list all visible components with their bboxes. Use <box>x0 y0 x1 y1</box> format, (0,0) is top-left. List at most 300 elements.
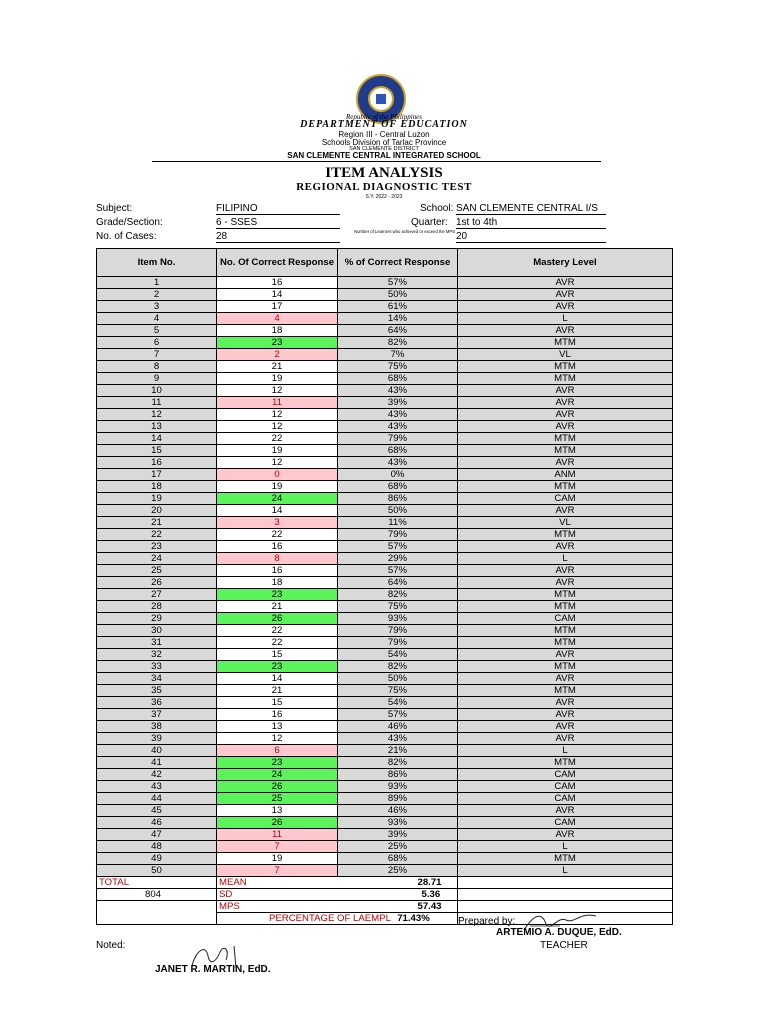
table-row <box>97 697 673 709</box>
mastery-level-cell: L <box>458 553 673 565</box>
correct-count-cell: 7 <box>217 865 338 877</box>
percent-cell: 21% <box>338 745 458 757</box>
percent-cell: 82% <box>338 661 458 673</box>
item-number-cell: 50 <box>97 865 217 877</box>
item-number-cell: 31 <box>97 637 217 649</box>
mps-achievers-label: Number of Learners who achieved or exceed the MPS <box>354 229 455 234</box>
item-number-cell: 1 <box>97 277 217 289</box>
table-row <box>97 301 673 313</box>
correct-count-cell: 12 <box>217 733 338 745</box>
table-row <box>97 613 673 625</box>
item-number-cell: 14 <box>97 433 217 445</box>
percent-cell: 64% <box>338 325 458 337</box>
percent-cell: 79% <box>338 625 458 637</box>
mastery-level-cell: CAM <box>458 781 673 793</box>
school-line: SAN CLEMENTE CENTRAL INTEGRATED SCHOOL <box>287 151 481 160</box>
table-row <box>97 685 673 697</box>
sd-label: SD <box>217 889 338 901</box>
table-row <box>97 649 673 661</box>
item-number-cell: 42 <box>97 769 217 781</box>
mastery-level-cell: AVR <box>458 541 673 553</box>
correct-count-cell: 15 <box>217 697 338 709</box>
mps-achievers-value: 20 <box>456 231 606 243</box>
item-number-cell: 19 <box>97 493 217 505</box>
percent-cell: 7% <box>338 349 458 361</box>
correct-count-cell: 21 <box>217 685 338 697</box>
percent-cell: 39% <box>338 397 458 409</box>
school-value: SAN CLEMENTE CENTRAL I/S <box>456 203 606 215</box>
percent-cell: 68% <box>338 481 458 493</box>
percent-cell: 68% <box>338 373 458 385</box>
table-row <box>97 853 673 865</box>
correct-count-cell: 22 <box>217 529 338 541</box>
mean-value: 28.71 <box>338 877 458 889</box>
percent-cell: 82% <box>338 757 458 769</box>
correct-count-cell: 23 <box>217 661 338 673</box>
mastery-level-cell: L <box>458 313 673 325</box>
item-number-cell: 43 <box>97 781 217 793</box>
item-number-cell: 23 <box>97 541 217 553</box>
mastery-level-cell: AVR <box>458 421 673 433</box>
percent-cell: 61% <box>338 301 458 313</box>
table-row <box>97 757 673 769</box>
summary-row-sd <box>97 889 673 901</box>
table-row <box>97 817 673 829</box>
percent-cell: 64% <box>338 577 458 589</box>
mps-label: MPS <box>217 901 338 913</box>
mastery-level-cell: CAM <box>458 613 673 625</box>
table-row <box>97 841 673 853</box>
percent-cell: 43% <box>338 385 458 397</box>
percent-cell: 75% <box>338 685 458 697</box>
prepared-title: TEACHER <box>540 940 588 951</box>
item-number-cell: 22 <box>97 529 217 541</box>
correct-count-cell: 17 <box>217 301 338 313</box>
percent-cell: 75% <box>338 601 458 613</box>
correct-count-cell: 11 <box>217 829 338 841</box>
mastery-level-cell: MTM <box>458 529 673 541</box>
correct-count-cell: 25 <box>217 793 338 805</box>
mastery-level-cell: AVR <box>458 277 673 289</box>
table-row <box>97 565 673 577</box>
item-number-cell: 27 <box>97 589 217 601</box>
header-percent: % of Correct Response <box>338 249 458 277</box>
correct-count-cell: 23 <box>217 337 338 349</box>
subject-value: FILIPINO <box>216 203 340 215</box>
item-number-cell: 7 <box>97 349 217 361</box>
correct-count-cell: 19 <box>217 853 338 865</box>
header-mastery: Mastery Level <box>458 249 673 277</box>
correct-count-cell: 4 <box>217 313 338 325</box>
correct-count-cell: 6 <box>217 745 338 757</box>
mastery-level-cell: AVR <box>458 577 673 589</box>
grade-value: 6 - SSES <box>216 217 340 229</box>
correct-count-cell: 12 <box>217 385 338 397</box>
mastery-level-cell: L <box>458 745 673 757</box>
item-number-cell: 4 <box>97 313 217 325</box>
percent-cell: 11% <box>338 517 458 529</box>
table-row <box>97 397 673 409</box>
summary-empty-2 <box>458 889 673 901</box>
table-row <box>97 445 673 457</box>
correct-count-cell: 15 <box>217 649 338 661</box>
mastery-level-cell: AVR <box>458 709 673 721</box>
table-body <box>97 277 673 877</box>
mastery-level-cell: AVR <box>458 673 673 685</box>
item-number-cell: 16 <box>97 457 217 469</box>
table-row <box>97 433 673 445</box>
percent-cell: 89% <box>338 793 458 805</box>
mastery-level-cell: ANM <box>458 469 673 481</box>
noted-label: Noted: <box>96 940 126 951</box>
mastery-level-cell: CAM <box>458 769 673 781</box>
item-number-cell: 39 <box>97 733 217 745</box>
table-row <box>97 289 673 301</box>
table-row <box>97 361 673 373</box>
table-row <box>97 769 673 781</box>
correct-count-cell: 12 <box>217 457 338 469</box>
percent-cell: 46% <box>338 721 458 733</box>
summary-empty-1 <box>458 877 673 889</box>
percent-cell: 57% <box>338 565 458 577</box>
grade-label: Grade/Section: <box>96 217 163 228</box>
mastery-level-cell: AVR <box>458 733 673 745</box>
page-subtitle: REGIONAL DIAGNOSTIC TEST <box>296 181 472 193</box>
percent-cell: 25% <box>338 841 458 853</box>
correct-count-cell: 23 <box>217 757 338 769</box>
item-number-cell: 41 <box>97 757 217 769</box>
correct-count-cell: 12 <box>217 421 338 433</box>
percent-cell: 79% <box>338 433 458 445</box>
correct-count-cell: 19 <box>217 481 338 493</box>
percent-cell: 54% <box>338 649 458 661</box>
item-number-cell: 44 <box>97 793 217 805</box>
percent-cell: 25% <box>338 865 458 877</box>
mastery-level-cell: MTM <box>458 757 673 769</box>
item-number-cell: 28 <box>97 601 217 613</box>
item-number-cell: 40 <box>97 745 217 757</box>
item-number-cell: 9 <box>97 373 217 385</box>
percent-cell: 82% <box>338 337 458 349</box>
table-row <box>97 541 673 553</box>
table-row <box>97 409 673 421</box>
percent-cell: 43% <box>338 409 458 421</box>
table-row <box>97 733 673 745</box>
mastery-level-cell: MTM <box>458 445 673 457</box>
item-number-cell: 33 <box>97 661 217 673</box>
percent-cell: 57% <box>338 277 458 289</box>
item-number-cell: 34 <box>97 673 217 685</box>
percent-cell: 93% <box>338 613 458 625</box>
percent-cell: 43% <box>338 457 458 469</box>
percent-cell: 57% <box>338 709 458 721</box>
mastery-level-cell: MTM <box>458 661 673 673</box>
table-row <box>97 373 673 385</box>
division-line: Schools Division of Tarlac Province <box>321 138 447 147</box>
percent-cell: 43% <box>338 421 458 433</box>
sd-value: 5.36 <box>338 889 458 901</box>
correct-count-cell: 0 <box>217 469 338 481</box>
item-number-cell: 47 <box>97 829 217 841</box>
percent-cell: 82% <box>338 589 458 601</box>
district-line: SAN CLEMENTE DISTRICT <box>349 146 419 152</box>
percent-cell: 54% <box>338 697 458 709</box>
mastery-level-cell: AVR <box>458 565 673 577</box>
table-row <box>97 385 673 397</box>
item-number-cell: 29 <box>97 613 217 625</box>
table-row <box>97 625 673 637</box>
table-row <box>97 601 673 613</box>
cases-value: 28 <box>216 231 340 243</box>
mastery-level-cell: L <box>458 841 673 853</box>
mastery-level-cell: CAM <box>458 817 673 829</box>
correct-count-cell: 21 <box>217 601 338 613</box>
percent-cell: 50% <box>338 289 458 301</box>
correct-count-cell: 14 <box>217 289 338 301</box>
percent-cell: 46% <box>338 805 458 817</box>
percent-cell: 86% <box>338 769 458 781</box>
item-number-cell: 36 <box>97 697 217 709</box>
correct-count-cell: 7 <box>217 841 338 853</box>
quarter-label: Quarter: <box>411 217 448 228</box>
table-row <box>97 709 673 721</box>
correct-count-cell: 21 <box>217 361 338 373</box>
table-row <box>97 745 673 757</box>
region-line: Region III - Central Luzon <box>338 130 430 139</box>
correct-count-cell: 2 <box>217 349 338 361</box>
school-label: School: <box>420 203 454 214</box>
correct-count-cell: 24 <box>217 769 338 781</box>
correct-count-cell: 11 <box>217 397 338 409</box>
prepared-name: ARTEMIO A. DUQUE, EdD. <box>496 927 622 938</box>
mastery-level-cell: MTM <box>458 433 673 445</box>
item-number-cell: 18 <box>97 481 217 493</box>
correct-count-cell: 16 <box>217 277 338 289</box>
table-row <box>97 493 673 505</box>
table-row <box>97 325 673 337</box>
item-number-cell: 25 <box>97 565 217 577</box>
mastery-level-cell: L <box>458 865 673 877</box>
item-number-cell: 26 <box>97 577 217 589</box>
mastery-level-cell: MTM <box>458 361 673 373</box>
table-row <box>97 349 673 361</box>
percent-cell: 93% <box>338 817 458 829</box>
mastery-level-cell: AVR <box>458 721 673 733</box>
percent-cell: 43% <box>338 733 458 745</box>
total-label: TOTAL <box>97 877 217 889</box>
mastery-level-cell: MTM <box>458 373 673 385</box>
mastery-level-cell: AVR <box>458 805 673 817</box>
item-number-cell: 24 <box>97 553 217 565</box>
percent-cell: 79% <box>338 637 458 649</box>
mastery-level-cell: CAM <box>458 793 673 805</box>
mastery-level-cell: AVR <box>458 649 673 661</box>
mastery-level-cell: MTM <box>458 625 673 637</box>
table-row <box>97 481 673 493</box>
cases-label: No. of Cases: <box>96 231 157 242</box>
item-number-cell: 46 <box>97 817 217 829</box>
noted-name: JANET R. MARTIN, EdD. <box>155 964 271 975</box>
table-row <box>97 577 673 589</box>
correct-count-cell: 13 <box>217 721 338 733</box>
table-row <box>97 865 673 877</box>
item-number-cell: 49 <box>97 853 217 865</box>
mastery-level-cell: AVR <box>458 457 673 469</box>
correct-count-cell: 3 <box>217 517 338 529</box>
subject-label: Subject: <box>96 203 133 214</box>
percent-cell: 75% <box>338 361 458 373</box>
table-row <box>97 553 673 565</box>
percent-cell: 50% <box>338 505 458 517</box>
correct-count-cell: 26 <box>217 817 338 829</box>
correct-count-cell: 22 <box>217 625 338 637</box>
school-year: S.Y. 2022 - 2023 <box>365 194 403 200</box>
mastery-level-cell: MTM <box>458 853 673 865</box>
quarter-value: 1st to 4th <box>456 217 606 229</box>
correct-count-cell: 22 <box>217 433 338 445</box>
correct-count-cell: 19 <box>217 445 338 457</box>
item-number-cell: 6 <box>97 337 217 349</box>
correct-count-cell: 16 <box>217 541 338 553</box>
correct-count-cell: 26 <box>217 781 338 793</box>
correct-count-cell: 18 <box>217 577 338 589</box>
table-row <box>97 457 673 469</box>
table-row <box>97 421 673 433</box>
republic-line: Republic of the Philippines <box>345 113 422 121</box>
table-row <box>97 661 673 673</box>
mastery-level-cell: MTM <box>458 337 673 349</box>
percentage-label: PERCENTAGE OF LAEMPL <box>269 912 391 924</box>
table-row <box>97 337 673 349</box>
mastery-level-cell: VL <box>458 349 673 361</box>
percentage-value: 71.43% <box>397 912 430 924</box>
correct-count-cell: 22 <box>217 637 338 649</box>
percent-cell: 68% <box>338 853 458 865</box>
mastery-level-cell: AVR <box>458 385 673 397</box>
mastery-level-cell: AVR <box>458 829 673 841</box>
percentage-cell <box>217 913 458 925</box>
item-analysis-table <box>96 248 673 925</box>
item-number-cell: 10 <box>97 385 217 397</box>
table-row <box>97 517 673 529</box>
mastery-level-cell: VL <box>458 517 673 529</box>
correct-count-cell: 13 <box>217 805 338 817</box>
item-number-cell: 5 <box>97 325 217 337</box>
correct-count-cell: 12 <box>217 409 338 421</box>
correct-count-cell: 8 <box>217 553 338 565</box>
item-number-cell: 30 <box>97 625 217 637</box>
percent-cell: 57% <box>338 541 458 553</box>
item-number-cell: 20 <box>97 505 217 517</box>
item-number-cell: 21 <box>97 517 217 529</box>
table-row <box>97 529 673 541</box>
mean-label: MEAN <box>217 877 338 889</box>
item-number-cell: 2 <box>97 289 217 301</box>
prepared-by-label: Prepared by: <box>458 916 516 927</box>
correct-count-cell: 24 <box>217 493 338 505</box>
item-number-cell: 17 <box>97 469 217 481</box>
summary-blank-1 <box>97 901 217 913</box>
correct-count-cell: 16 <box>217 565 338 577</box>
table-row <box>97 793 673 805</box>
table-row <box>97 637 673 649</box>
table-row <box>97 781 673 793</box>
mastery-level-cell: AVR <box>458 397 673 409</box>
percent-cell: 79% <box>338 529 458 541</box>
percent-cell: 68% <box>338 445 458 457</box>
mastery-level-cell: AVR <box>458 697 673 709</box>
header-correct: No. Of Correct Response <box>217 249 338 277</box>
item-number-cell: 35 <box>97 685 217 697</box>
percent-cell: 0% <box>338 469 458 481</box>
table-row <box>97 313 673 325</box>
summary-blank-2 <box>97 913 217 925</box>
item-number-cell: 15 <box>97 445 217 457</box>
mastery-level-cell: MTM <box>458 589 673 601</box>
correct-count-cell: 26 <box>217 613 338 625</box>
correct-count-cell: 19 <box>217 373 338 385</box>
table-row <box>97 805 673 817</box>
page-title: ITEM ANALYSIS <box>325 165 443 181</box>
mastery-level-cell: MTM <box>458 685 673 697</box>
mps-value: 57.43 <box>338 901 458 913</box>
percent-cell: 93% <box>338 781 458 793</box>
department-line: DEPARTMENT OF EDUCATION <box>300 119 468 130</box>
table-row <box>97 505 673 517</box>
correct-count-cell: 23 <box>217 589 338 601</box>
item-number-cell: 48 <box>97 841 217 853</box>
mastery-level-cell: AVR <box>458 325 673 337</box>
item-number-cell: 12 <box>97 409 217 421</box>
percent-cell: 29% <box>338 553 458 565</box>
table-row <box>97 721 673 733</box>
table-row <box>97 673 673 685</box>
item-number-cell: 45 <box>97 805 217 817</box>
correct-count-cell: 18 <box>217 325 338 337</box>
table-header-row <box>97 249 673 277</box>
item-number-cell: 8 <box>97 361 217 373</box>
mastery-level-cell: MTM <box>458 637 673 649</box>
total-value: 804 <box>97 889 217 901</box>
correct-count-cell: 16 <box>217 709 338 721</box>
table-row <box>97 829 673 841</box>
mastery-level-cell: CAM <box>458 493 673 505</box>
item-number-cell: 13 <box>97 421 217 433</box>
correct-count-cell: 14 <box>217 673 338 685</box>
table-row <box>97 469 673 481</box>
mastery-level-cell: AVR <box>458 301 673 313</box>
correct-count-cell: 14 <box>217 505 338 517</box>
mastery-level-cell: MTM <box>458 601 673 613</box>
header-item-no: Item No. <box>97 249 217 277</box>
table-row <box>97 277 673 289</box>
percent-cell: 39% <box>338 829 458 841</box>
item-number-cell: 38 <box>97 721 217 733</box>
mastery-level-cell: AVR <box>458 505 673 517</box>
mastery-level-cell: MTM <box>458 481 673 493</box>
mastery-level-cell: AVR <box>458 289 673 301</box>
percent-cell: 86% <box>338 493 458 505</box>
mastery-level-cell: AVR <box>458 409 673 421</box>
header-divider <box>152 161 601 162</box>
summary-row-mean <box>97 877 673 889</box>
table-row <box>97 589 673 601</box>
item-number-cell: 3 <box>97 301 217 313</box>
percent-cell: 14% <box>338 313 458 325</box>
item-number-cell: 37 <box>97 709 217 721</box>
item-number-cell: 11 <box>97 397 217 409</box>
percent-cell: 50% <box>338 673 458 685</box>
